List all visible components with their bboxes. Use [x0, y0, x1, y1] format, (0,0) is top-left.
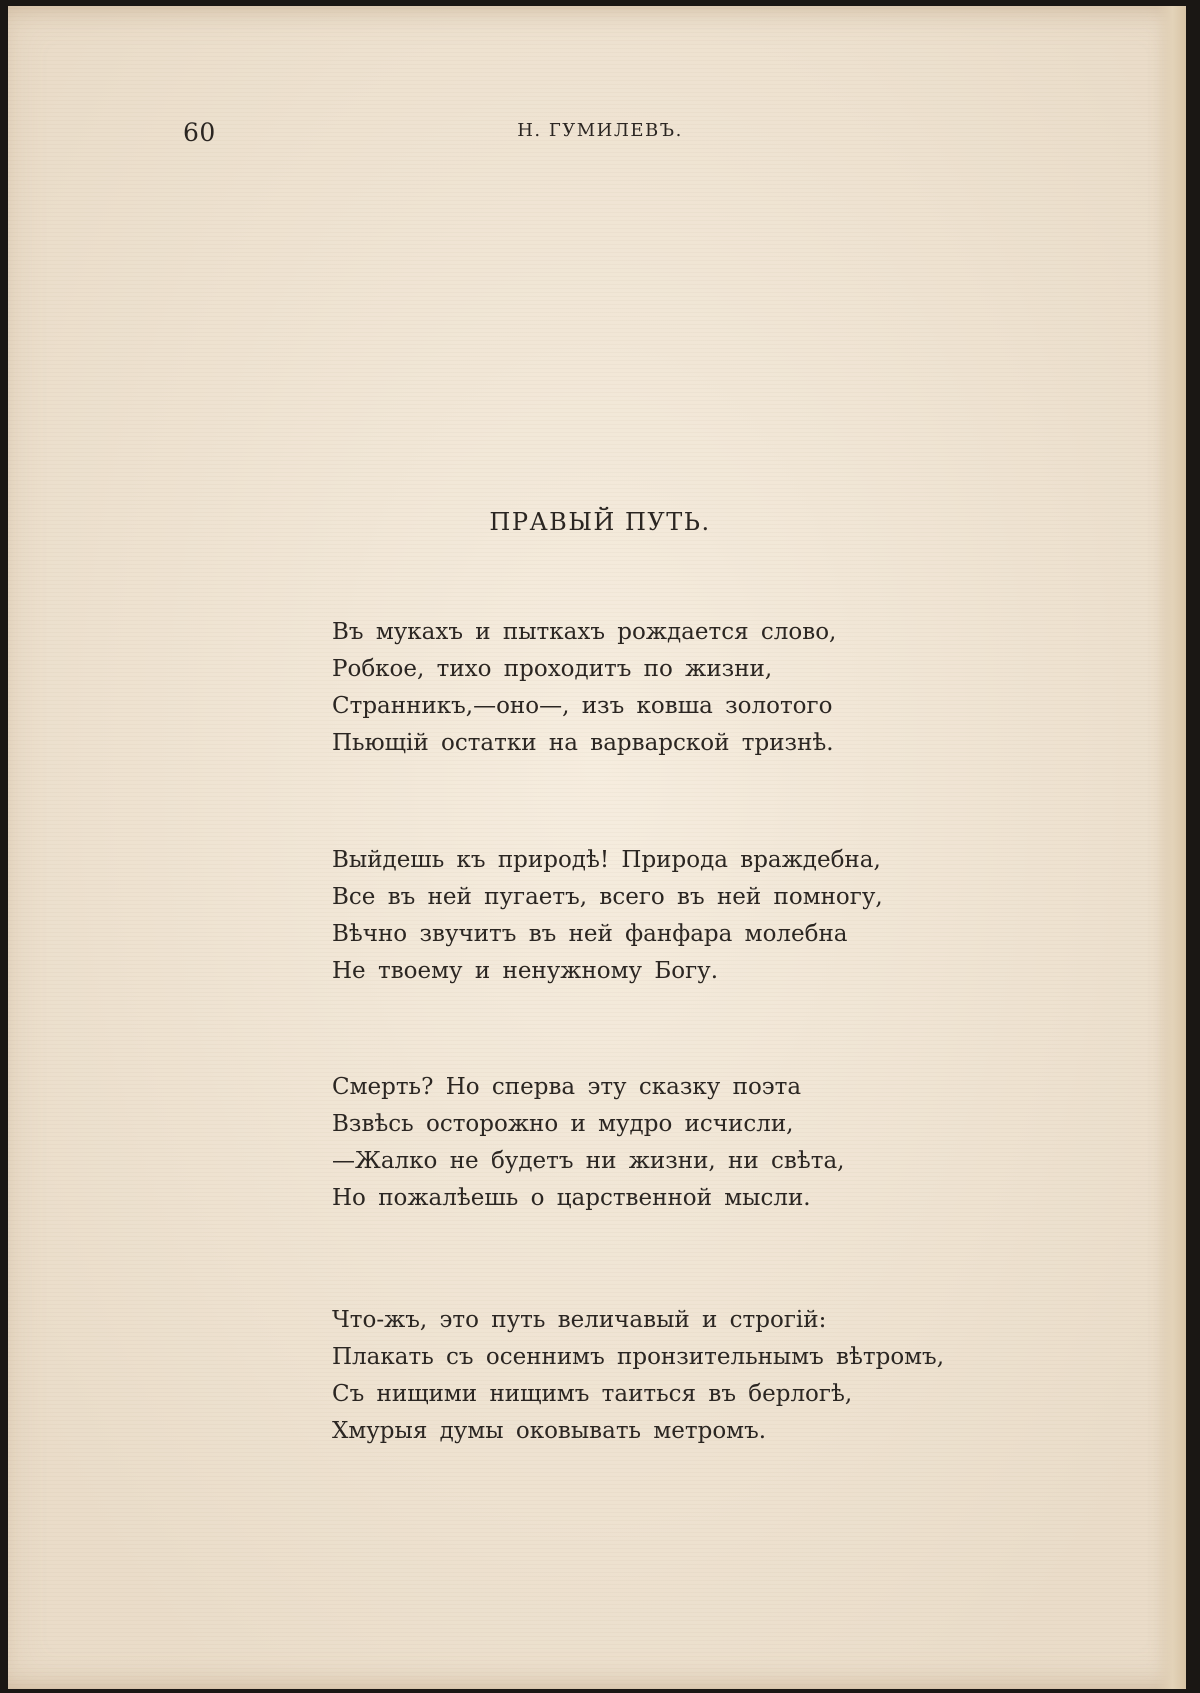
poem-line: Вѣчно звучитъ въ ней фанфара молебна: [332, 921, 848, 947]
stanza: [332, 1302, 952, 1450]
stanza: [332, 842, 952, 990]
poem-line: Плакать съ осеннимъ пронзительнымъ вѣтромъ,: [332, 1344, 945, 1370]
poem-line: Смерть? Но сперва эту сказку поэта: [332, 1074, 802, 1100]
poem-line: Пьющій остатки на варварской тризнѣ.: [332, 730, 834, 756]
stanza: [332, 1069, 952, 1217]
page-number: 60: [183, 118, 216, 147]
running-title: Н. ГУМИЛЕВЪ.: [517, 120, 683, 141]
poem-line: Взвѣсь осторожно и мудро исчисли,: [332, 1111, 794, 1137]
poem-line: Въ мукахъ и пыткахъ рождается слово,: [332, 619, 837, 645]
poem-line: Странникъ,—оно—, изъ ковша золотого: [332, 693, 833, 719]
poem-title: ПРАВЫЙ ПУТЬ.: [489, 508, 711, 536]
poem-line: Не твоему и ненужному Богу.: [332, 958, 719, 984]
poem-line: Съ нищими нищимъ таиться въ берлогѣ,: [332, 1381, 853, 1407]
poem-line: —Жалко не будетъ ни жизни, ни свѣта,: [332, 1148, 845, 1174]
poem-line: Все въ ней пугаетъ, всего въ ней помногу,: [332, 884, 883, 910]
poem-line: Выйдешь къ природѣ! Природа враждебна,: [332, 847, 881, 873]
poem-line: Хмурыя думы оковывать метромъ.: [332, 1418, 767, 1444]
poem-line: Что-жъ, это путь величавый и строгій:: [332, 1307, 827, 1333]
poem-line: Робкое, тихо проходитъ по жизни,: [332, 656, 773, 682]
stanza: [332, 614, 952, 762]
page-edge-shadow: [1156, 6, 1186, 1689]
poem-line: Но пожалѣешь о царственной мысли.: [332, 1185, 811, 1211]
